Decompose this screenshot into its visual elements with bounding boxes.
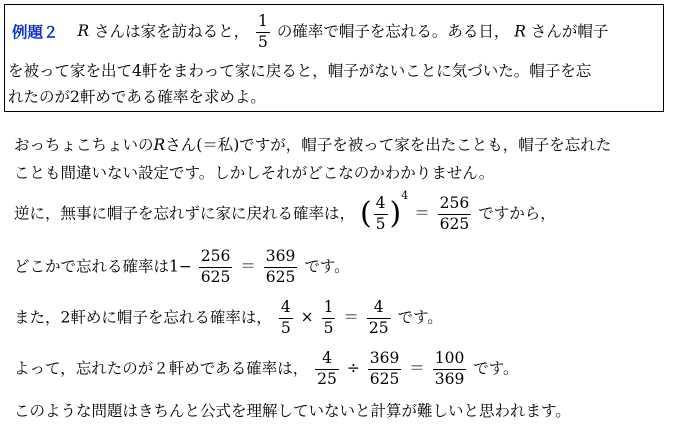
step-1-text-b: ですから，: [478, 204, 556, 223]
problem-name-2: R: [514, 22, 526, 41]
fraction-one-fifth: [256, 14, 270, 50]
paren-close: ): [389, 196, 402, 231]
fraction-numerator: 1: [256, 14, 270, 33]
times-sign: ×: [300, 308, 314, 327]
exponent: 4: [401, 189, 409, 202]
fraction-256-625: [199, 249, 233, 285]
step-4-text-b: です。: [473, 359, 519, 378]
fraction-denominator: 625: [200, 267, 231, 286]
intro-text-1b: さん(＝私)ですが，帽子を被って家を出たことも，帽子を忘れた: [165, 136, 612, 154]
fraction-numerator: 369: [368, 351, 402, 370]
fraction-100-369: [433, 351, 467, 387]
fraction-numerator: 4: [374, 196, 388, 215]
problem-text-1c: さんが帽子: [530, 22, 609, 41]
equals-sign: ＝: [409, 359, 425, 378]
fraction-denominator: 25: [368, 318, 389, 337]
intro-line-2: ことも間違いない設定です。しかしそれがどこなのかわかりません。: [14, 164, 495, 182]
fraction-denominator: 5: [375, 214, 386, 233]
closing-line: このような問題はきちんと公式を理解していないと計算が難しいと思われます。: [14, 402, 571, 420]
step-3-text-b: です。: [397, 308, 443, 327]
fraction-numerator: 256: [199, 249, 233, 268]
intro-text-1a: おっちょこちょいの: [14, 136, 154, 154]
step-1-line: [14, 189, 556, 233]
fraction-numerator: 4: [279, 300, 293, 319]
fraction-one-fifth: [322, 300, 336, 336]
intro-line-1: [14, 138, 611, 154]
step-2-text-b: です。: [304, 257, 350, 276]
problem-line-2: を被って家を出て4軒をまわって家に戻ると，帽子がないことに気づいた。帽子を忘: [8, 62, 592, 80]
fraction-numerator: 1: [322, 300, 336, 319]
fraction-369-625: [368, 351, 402, 387]
problem-label: 例題２: [12, 22, 59, 42]
step-2-line: [14, 249, 350, 285]
problem-name: R: [77, 22, 90, 41]
equals-sign: ＝: [343, 308, 359, 327]
paren-open: (: [359, 196, 372, 231]
equals-sign: ＝: [414, 204, 430, 223]
problem-line-1: [12, 14, 608, 50]
fraction-numerator: 256: [438, 196, 472, 215]
fraction-4-25: [315, 351, 339, 387]
fraction-denominator: 5: [258, 32, 268, 51]
step-4-line: [14, 351, 519, 387]
step-1-text-a: 逆に，無事に帽子を忘れずに家に戻れる確率は，: [14, 204, 356, 223]
step-4-text-a: よって，忘れたのが２軒めである確率は，: [14, 359, 309, 378]
fraction-denominator: 369: [434, 369, 465, 388]
problem-text-1b: の確率で帽子を忘れる。ある日，: [276, 22, 510, 41]
fraction-denominator: 625: [369, 369, 400, 388]
fraction-numerator: 369: [264, 249, 298, 268]
fraction-four-fifths: [279, 300, 293, 336]
fraction-numerator: 4: [315, 351, 339, 370]
fraction-denominator: 5: [280, 318, 291, 337]
fraction-numerator: 100: [433, 351, 467, 370]
fraction-four-fifths: [374, 196, 388, 232]
fraction-4-25: [367, 300, 391, 336]
fraction-numerator: 4: [367, 300, 391, 319]
fraction-denominator: 5: [323, 318, 334, 337]
step-3-text-a: また，2軒めに帽子を忘れる確率は，: [14, 308, 272, 327]
fraction-denominator: 625: [265, 267, 296, 286]
intro-name: R: [153, 136, 166, 154]
problem-text-1a: さんは家を訪ねると，: [94, 22, 250, 41]
divide-sign: ÷: [346, 359, 360, 378]
equals-sign: ＝: [240, 257, 256, 276]
step-2-text-a: どこかで忘れる確率は1−: [14, 257, 192, 276]
fraction-denominator: 25: [317, 369, 337, 388]
fraction-369-625: [264, 249, 298, 285]
fraction-denominator: 625: [439, 214, 470, 233]
problem-line-3: れたのが2軒めである確率を求めよ。: [8, 88, 266, 106]
fraction-256-625: [438, 196, 472, 232]
step-3-line: [14, 300, 443, 336]
